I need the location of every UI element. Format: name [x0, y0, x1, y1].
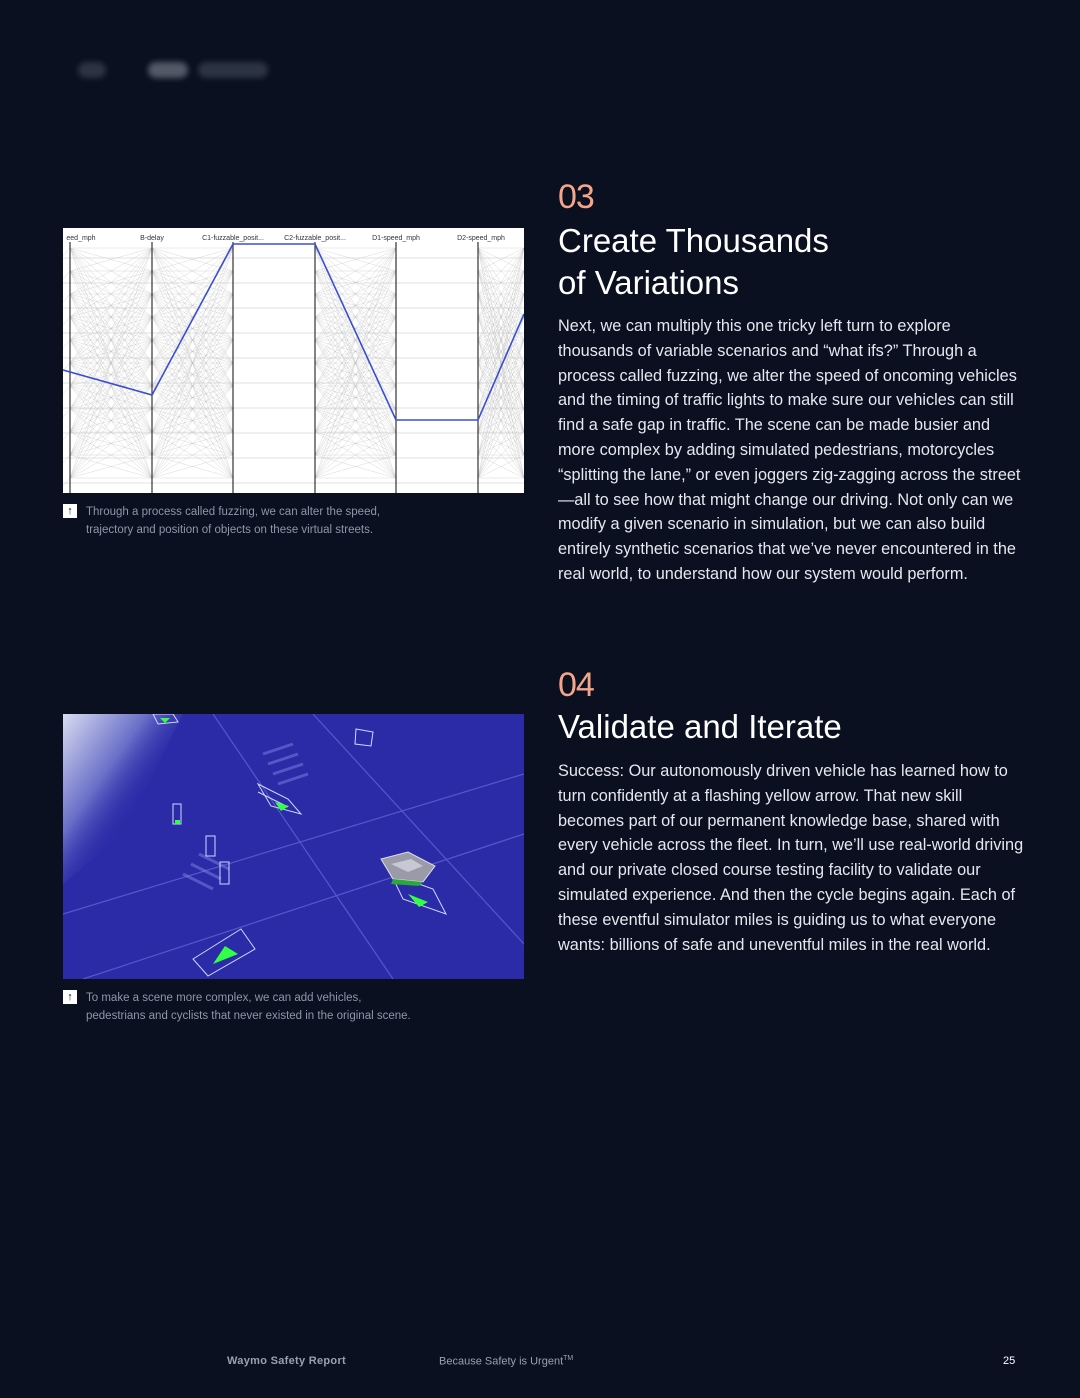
section-body-03: Next, we can multiply this one tricky left turn to explore thousands of variable scenarios and “what ifs?” Through a process called fuzzing, we alter the speed of oncoming vehicles and the timing of traffic lights to make sure our vehicles can still find a safe gap in traffic. The scene can be made busier and more complex by adding simulated pedestrians, motorcycles “splitting the lane,” or even joggers zig-zagging across the street—all to see how that might change our driving. Not only can we modify a given scenario in simulation, but we can also build entirely synthetic scenarios that we’ve never encountered in the real world, to understand how our system would perform. — [558, 317, 1021, 583]
data-line — [63, 409, 70, 417]
footer-tagline-text: Because Safety is Urgent — [439, 1355, 564, 1368]
waymo-logo — [78, 62, 278, 82]
section-title-03 — [558, 220, 829, 304]
data-line — [63, 386, 70, 394]
axis-label: C1-fuzzable_posit... — [202, 235, 264, 242]
section-number-04: 04 — [558, 666, 594, 704]
axis-label: C2-fuzzable_posit... — [284, 235, 346, 242]
page-number: 25 — [1003, 1355, 1016, 1367]
arrow-up-icon: ↑ — [63, 504, 77, 518]
data-line — [63, 248, 70, 256]
section-title-04: Validate and Iterate — [558, 708, 842, 745]
section-number-03: 03 — [558, 178, 594, 216]
data-line — [63, 294, 70, 302]
trademark-mark: TM — [563, 1355, 574, 1362]
footer-tagline — [439, 1355, 573, 1368]
axis-label: B-delay — [140, 235, 164, 242]
caption-fuzzing-text: Through a process called fuzzing, we can alter the speed, trajectory and position of objects on these virtual streets. — [86, 506, 381, 536]
data-line — [63, 317, 70, 325]
fuzzing-parallel-coordinates-chart — [63, 228, 524, 493]
simulation-scene-image — [63, 714, 524, 979]
axis-label: D2-speed_mph — [457, 235, 505, 242]
section-title-03-line2: of Variations — [558, 264, 739, 301]
section-body-04: Success: Our autonomously driven vehicle has learned how to turn confidently at a flashing yellow arrow. That new skill becomes part of our permanent knowledge base, shared with every vehicle across the fleet. In turn, we’ll use real-world driving and our private closed course testing facility to validate our simulated experience. And then the cycle begins again. Each of these eventful simulator miles is guiding us to what everyone wants: billions of safe and uneventful miles in the real world. — [558, 762, 1024, 954]
simulation-scene-svg — [63, 714, 524, 979]
data-line — [63, 340, 70, 348]
section-title-03-line1: Create Thousands — [558, 222, 829, 259]
data-line — [63, 478, 70, 486]
footer-report-title: Waymo Safety Report — [227, 1355, 346, 1367]
data-line — [63, 455, 70, 463]
parallel-coordinates-svg — [63, 228, 524, 493]
data-line — [63, 271, 70, 279]
caption-complex-scene-text: To make a scene more complex, we can add vehicles, pedestrians and cyclists that never existed in the original scene. — [86, 992, 411, 1022]
axis-label: D1-speed_mph — [372, 235, 420, 242]
axis-label: eed_mph — [66, 235, 96, 242]
arrow-up-icon: ↑ — [63, 990, 77, 1004]
